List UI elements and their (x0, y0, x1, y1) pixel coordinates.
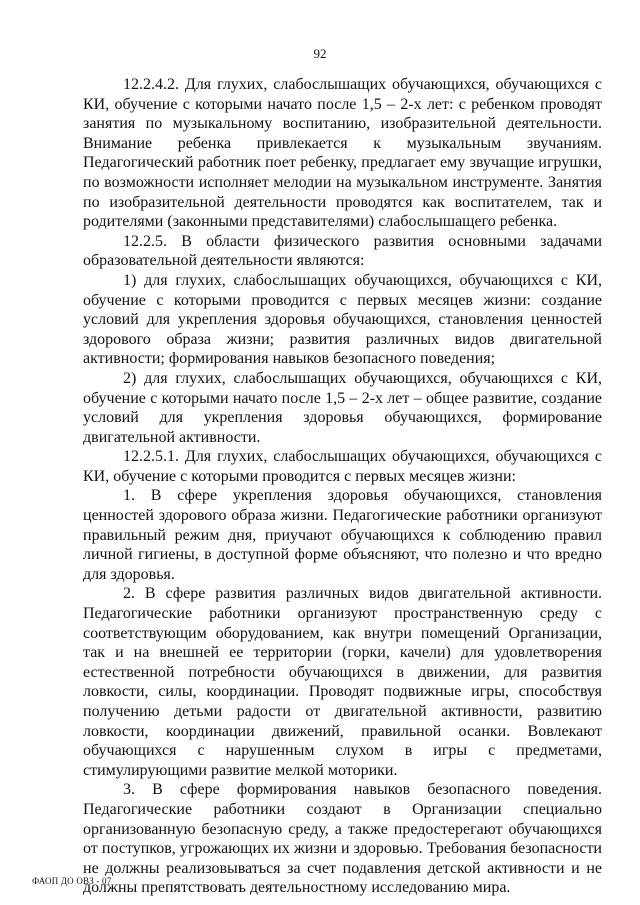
paragraph-item-3: 3. В сфере формирования навыков безопасного поведения. Педагогические работники создают в Организации специально организованную безопасную среду, а также предостерегают обучающихся от поступков, угрожающих их жизни и здоровью. Требования безопасности не должны реализовываться за счет подавления детской активности и не должны препятствовать деятельностному исследованию мира. (83, 781, 602, 897)
paragraph-task-1: 1) для глухих, слабослышащих обучающихся, обучающихся с КИ, обучение с которыми проводится с первых месяцев жизни: создание условий для укрепления здоровья обучающихся, становления ценностей здорового образа жизни; развития различных видов двигательной активности; формирования навыков безопасного поведения; (83, 271, 602, 368)
footer-document-code: ФАОП ДО ОВЗ - 07 (32, 876, 112, 886)
paragraph-12-2-5: 12.2.5. В области физического развития основными задачами образовательной деятельности являются: (83, 232, 602, 270)
paragraph-task-2: 2) для глухих, слабослышащих обучающихся, обучающихся с КИ, обучение с которыми начато после 1,5 – 2-х лет – общее развитие, создание условий для укрепления здоровья обучающихся, формирование двигательной активности. (83, 369, 602, 446)
document-body (83, 75, 602, 898)
page-number: 92 (313, 46, 327, 61)
paragraph-item-1: 1. В сфере укрепления здоровья обучающихся, становления ценностей здорового образа жизни. Педагогические работники организуют правильный режим дня, приучают обучающихся к соблюдению правил личной гигиены, в доступной форме объясняют, что полезно и что вредно для здоровья. (83, 487, 602, 583)
paragraph-item-2: 2. В сфере развития различных видов двигательной активности. Педагогические работники организуют пространственную среду с соответствующим оборудованием, как внутри помещений Организации, так и на внешней ее территории (горки, качели) для удовлетворения естественной потребности обучающихся в движении, для развития ловкости, силы, координации. Проводят подвижные игры, способствуя получению детьми радости от двигательной активности, развитию ловкости, координации движений, правильной осанки. Вовлекают обучающихся с нарушенным слухом в игры с предметами, стимулирующими развитие мелкой моторики. (83, 585, 602, 779)
paragraph-12-2-5-1: 12.2.5.1. Для глухих, слабослышащих обучающихся, обучающихся с КИ, обучение с которыми проводится с первых месяцев жизни: (83, 448, 602, 485)
paragraph-12-2-4-2: 12.2.4.2. Для глухих, слабослышащих обучающихся, обучающихся с КИ, обучение с которыми начато после 1,5 – 2-х лет: с ребенком проводят занятия по музыкальному воспитанию, изобразительной деятельности. Внимание ребенка привлекается к музыкальным звучаниям. Педагогический работник поет ребенку, предлагает ему звучащие игрушки, по возможности исполняет мелодии на музыкальном инструменте. Занятия по изобразительной деятельности проводятся как воспитателем, так и родителями (законными представителями) слабослышащего ребенка. (83, 76, 602, 231)
